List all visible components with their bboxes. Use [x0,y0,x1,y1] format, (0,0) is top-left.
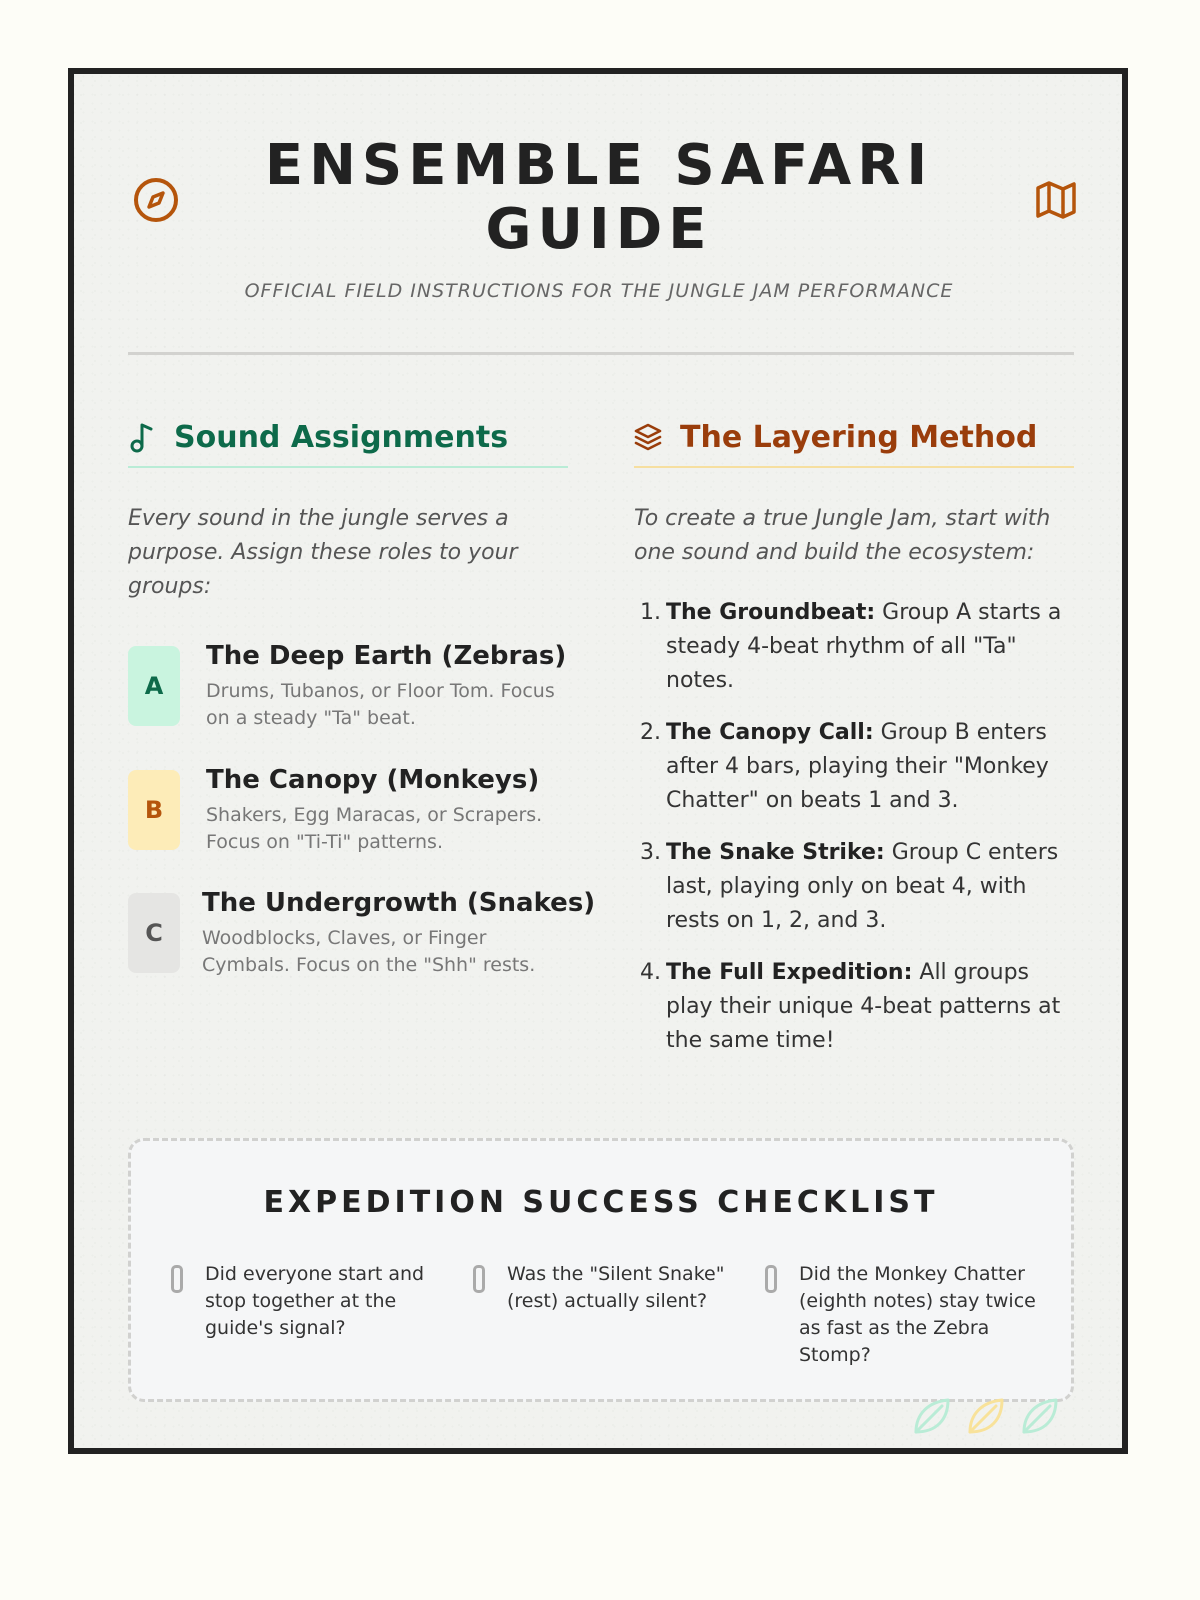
step-label: The Snake Strike: [666,840,885,865]
step-number: 2. [640,720,661,745]
checklist-item [171,1261,451,1342]
role-description-b: Shakers, Egg Maracas, or Scrapers. Focus on "Ti-Ti" patterns. [206,804,543,853]
role-title-c: The Undergrowth (Snakes) [202,888,596,918]
header-divider [128,352,1074,355]
leaf-decoration [910,1394,1070,1438]
role-title-a: The Deep Earth (Zebras) [206,641,567,671]
checklist-title: EXPEDITION SUCCESS CHECKLIST [263,1185,939,1220]
step-number: 1. [640,600,661,625]
layering-method-heading [634,420,1074,468]
checklist-item [765,1261,1045,1369]
checkbox[interactable] [171,1265,183,1293]
role-title-b: The Canopy (Monkeys) [206,765,540,795]
step-number: 4. [640,960,661,985]
leaf-icon [916,1400,948,1432]
step-text: All groups play their unique 4-beat patterns at the same time! [666,960,1061,1053]
role-description-c: Woodblocks, Claves, or Finger Cymbals. Focus on the "Shh" rests. [202,927,536,976]
layering-step [634,716,1074,818]
layering-steps-list [634,596,1074,1076]
checklist-item [473,1261,743,1315]
leaf-icon [970,1400,1002,1432]
layers-icon [634,420,662,454]
layering-step [634,836,1074,938]
step-label: The Full Expedition: [666,960,913,985]
sound-assignments-heading [128,420,568,468]
layering-method-intro: To create a true Jungle Jam, start with one sound and build the ecosystem: [634,506,1051,565]
checkbox[interactable] [473,1265,485,1293]
checklist-item-text: Did the Monkey Chatter (eighth notes) stay twice as fast as the Zebra Stomp? [799,1263,1036,1366]
guide-sheet [68,68,1128,1454]
layering-step [634,596,1074,698]
layering-step [634,956,1074,1058]
layering-method-title: The Layering Method [680,420,1038,455]
sound-assignments-intro: Every sound in the jungle serves a purpose. Assign these roles to your groups: [128,506,518,599]
map-icon [1032,176,1080,224]
checklist-item-text: Did everyone start and stop together at the guide's signal? [205,1263,425,1339]
compass-icon [132,176,180,224]
checkbox[interactable] [765,1265,777,1293]
page-subtitle: OFFICIAL FIELD INSTRUCTIONS FOR THE JUNGLE JAM PERFORMANCE [244,280,954,302]
role-badge-b: B [128,770,180,850]
checklist-item-text: Was the "Silent Snake" (rest) actually silent? [507,1263,725,1312]
role-badge-c: C [128,893,180,973]
sound-assignments-title: Sound Assignments [174,420,509,455]
role-description-a: Drums, Tubanos, or Floor Tom. Focus on a steady "Ta" beat. [206,680,555,729]
step-text: Group C enters last, playing only on beat 4, with rests on 1, 2, and 3. [666,840,1059,933]
role-badge-a: A [128,646,180,726]
music-note-icon [128,420,156,454]
success-checklist [128,1138,1074,1402]
step-text: Group A starts a steady 4-beat rhythm of all "Ta" notes. [666,600,1062,693]
step-number: 3. [640,840,661,865]
leaf-icon [1024,1400,1056,1432]
page-title: ENSEMBLE SAFARI GUIDE [264,133,934,262]
step-label: The Groundbeat: [666,600,876,625]
step-label: The Canopy Call: [666,720,874,745]
step-text: Group B enters after 4 bars, playing their "Monkey Chatter" on beats 1 and 3. [666,720,1049,813]
